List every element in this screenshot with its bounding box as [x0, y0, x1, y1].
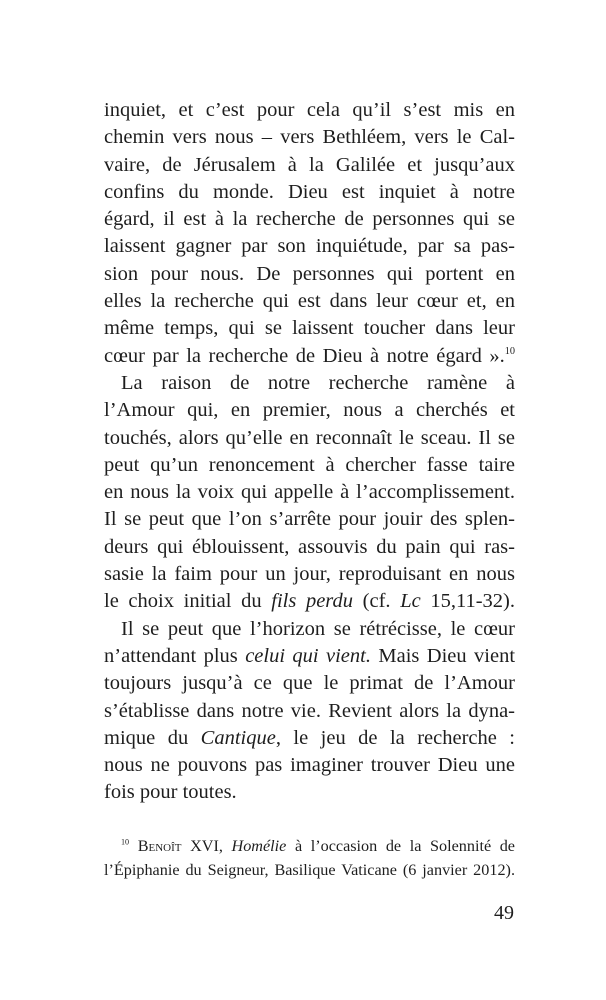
text-run: vaire, de Jérusalem à la Galilée et jusqu’aux — [104, 153, 515, 176]
text-run: sion pour nous. De personnes qui portent en — [104, 262, 515, 285]
text-run: même temps, qui se laissent toucher dans leur — [104, 317, 515, 340]
text-line — [104, 206, 515, 233]
footnote-marker: 10 — [121, 837, 130, 847]
text-line — [104, 370, 515, 397]
text-line — [104, 261, 515, 288]
text-run: Il se peut que l’on s’arrête pour jouir des splen- — [104, 508, 515, 531]
text-run: nous ne pouvons pas imaginer trouver Dieu une — [104, 754, 515, 777]
footnote-line — [104, 834, 515, 858]
text-line — [104, 752, 515, 779]
text-line — [104, 779, 515, 806]
text-line — [104, 124, 515, 151]
text-line — [104, 152, 515, 179]
text-run: toujours jusqu’à ce que le primat de l’Amour — [104, 672, 515, 695]
text-line — [104, 479, 515, 506]
text-line — [104, 725, 515, 752]
text-run: à l’occasion de la Solennité de — [286, 837, 515, 855]
text-run: n’attendant plus — [104, 644, 246, 667]
text-line — [104, 534, 515, 561]
text-run: sasie la faim pour un jour, reproduisant en nous — [104, 563, 515, 586]
text-line — [104, 506, 515, 533]
footnote-line — [104, 858, 515, 882]
text-run: , le jeu de la recherche : — [275, 726, 515, 749]
text-line — [104, 288, 515, 315]
text-run: cœur par la recherche de Dieu à notre égard ». — [104, 344, 505, 367]
text-run: La raison de notre recherche ramène à — [121, 371, 515, 394]
text-line — [104, 233, 515, 260]
text-run: Il se peut que l’horizon se rétrécisse, le cœur — [121, 617, 515, 640]
page-number: 49 — [494, 902, 514, 924]
text-line — [104, 561, 515, 588]
text-run: peut qu’un renoncement à chercher fasse taire — [104, 453, 515, 476]
text-run: confins du monde. Dieu est inquiet à notre — [104, 180, 515, 203]
text-line — [104, 588, 515, 615]
text-run: laissent gagner par son inquiétude, par sa pas- — [104, 235, 515, 258]
text-run: le choix initial du — [104, 590, 272, 613]
text-run: elles la recherche qui est dans leur cœur et, en — [104, 290, 515, 313]
text-run: (cf. — [353, 590, 401, 613]
text-run: deurs qui éblouissent, assouvis du pain qui ras- — [104, 535, 515, 558]
italic-text: Cantique — [200, 726, 276, 749]
text-run: Mais Dieu vient — [370, 644, 516, 667]
footnotes — [104, 834, 515, 882]
text-line — [104, 425, 515, 452]
text-run: l’Amour qui, en premier, nous a cherchés et — [104, 399, 515, 422]
text-line — [104, 343, 515, 370]
italic-text: celui qui vient. — [245, 644, 371, 667]
text-line — [104, 452, 515, 479]
text-run: fois pour toutes. — [104, 781, 237, 804]
italic-text: Lc — [400, 590, 421, 613]
footnote-marker: 10 — [504, 345, 515, 357]
italic-text: Homélie — [231, 837, 287, 855]
text-line — [104, 643, 515, 670]
text-line — [104, 179, 515, 206]
text-run: s’établisse dans notre vie. Revient alors la dyna- — [104, 699, 515, 722]
text-run — [129, 837, 138, 855]
text-run: XVI, — [181, 837, 232, 855]
italic-text: fils perdu — [271, 590, 354, 613]
text-line — [104, 315, 515, 342]
text-line — [104, 670, 515, 697]
text-run: touchés, alors qu’elle en reconnaît le sceau. Il se — [104, 426, 515, 449]
text-run: chemin vers nous – vers Bethléem, vers le Cal- — [104, 126, 515, 149]
text-run: inquiet, et c’est pour cela qu’il s’est mis en — [104, 99, 515, 121]
text-run: l’Épiphanie du Seigneur, Basilique Vaticane (6 janvier 2012). — [104, 861, 515, 879]
body-text — [104, 97, 515, 807]
text-run: en nous la voix qui appelle à l’accomplissement. — [104, 481, 515, 504]
text-run: 15,11-32). — [420, 590, 515, 613]
text-line — [104, 97, 515, 124]
text-run: mique du — [104, 726, 201, 749]
text-line — [104, 616, 515, 643]
small-caps-text: Benoît — [137, 837, 182, 855]
text-line — [104, 397, 515, 424]
text-run: égard, il est à la recherche de personnes qui se — [104, 208, 515, 231]
text-line — [104, 698, 515, 725]
